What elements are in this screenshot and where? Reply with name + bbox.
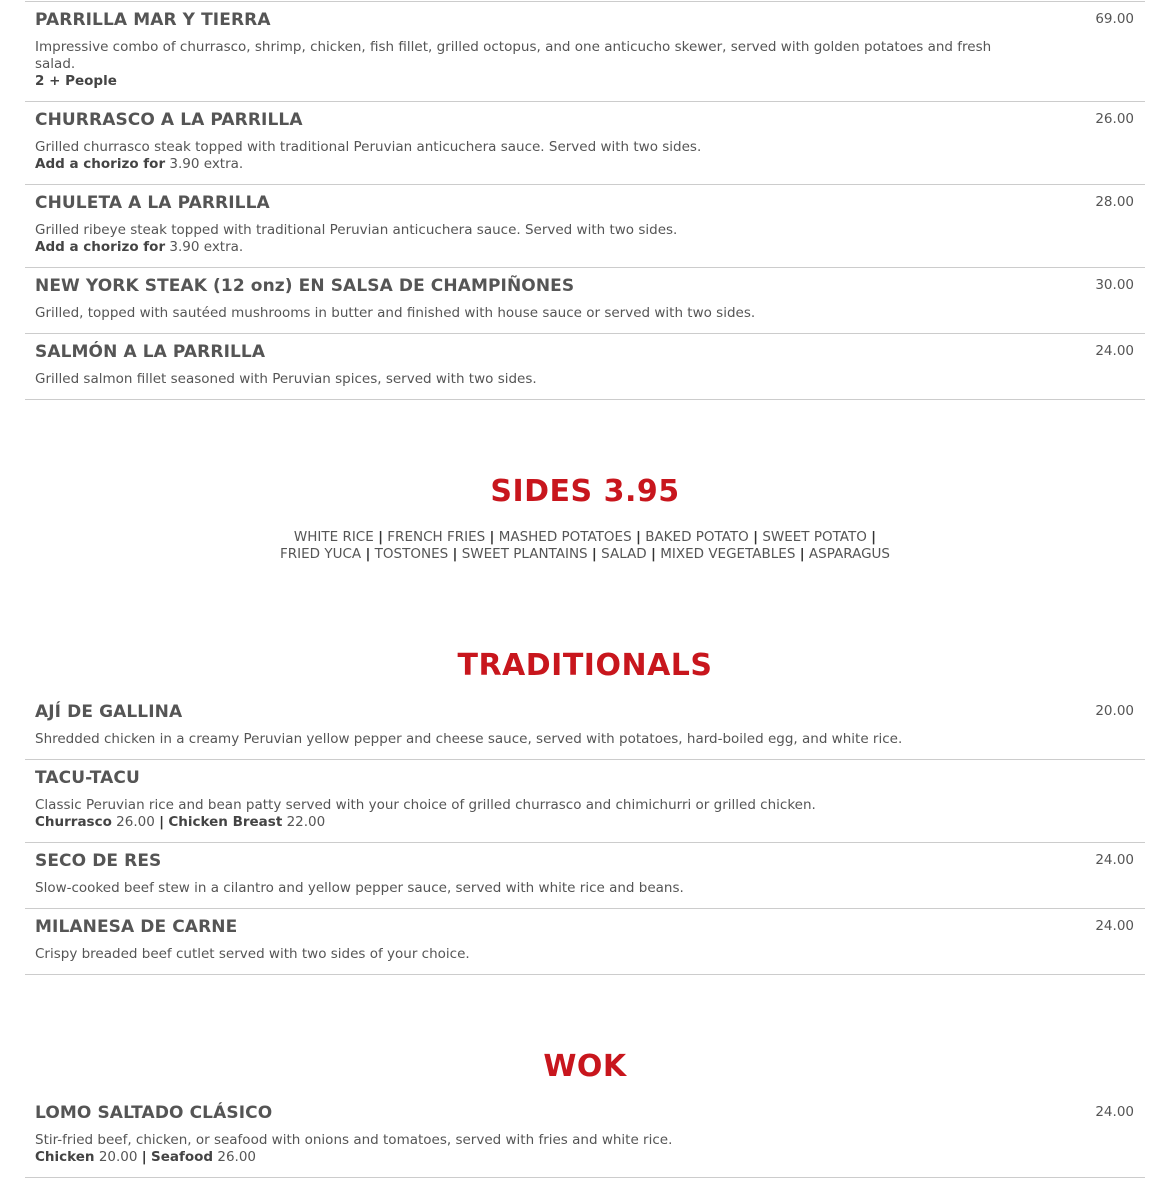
item-description: Crispy breaded beef cutlet served with two sides of your choice. [35, 946, 470, 962]
item-price: 26.00 [1095, 111, 1134, 127]
sides-list-line-1 [0, 529, 1170, 546]
item-name: LOMO SALTADO CLÁSICO [35, 1103, 273, 1123]
side-item: FRIED YUCA [280, 546, 362, 562]
item-name: AJÍ DE GALLINA [35, 702, 183, 722]
side-item: ASPARAGUS [808, 546, 890, 562]
menu-item [25, 193, 1145, 267]
item-description: Grilled churrasco steak topped with traditional Peruvian anticuchera sauce. Served with two sides. [35, 139, 702, 155]
menu-item [25, 276, 1145, 333]
separator: | [489, 529, 495, 545]
separator: | [753, 529, 759, 545]
item-price: 24.00 [1095, 1104, 1134, 1120]
separator: | [871, 529, 877, 545]
divider [25, 1, 1145, 2]
option-label: Seafood [151, 1149, 214, 1165]
item-name: MILANESA DE CARNE [35, 917, 238, 937]
item-price: 69.00 [1095, 11, 1134, 27]
divider [25, 759, 1145, 760]
item-price: 24.00 [1095, 852, 1134, 868]
item-description: Classic Peruvian rice and bean patty served with your choice of grilled churrasco and chimichurri or grilled chicken. [35, 797, 816, 813]
item-description: Grilled ribeye steak topped with traditional Peruvian anticuchera sauce. Served with two sides. [35, 222, 678, 238]
section-title-traditionals: TRADITIONALS [457, 648, 713, 683]
menu-item [25, 768, 1145, 842]
item-name: PARRILLA MAR Y TIERRA [35, 10, 271, 30]
item-note-bold: Add a chorizo for [35, 239, 166, 255]
separator: | [141, 1149, 147, 1165]
separator: | [452, 546, 458, 562]
item-name: NEW YORK STEAK (12 onz) EN SALSA DE CHAMPIÑONES [35, 276, 575, 296]
item-name: CHURRASCO A LA PARRILLA [35, 110, 303, 130]
menu-item [25, 342, 1145, 399]
separator: | [591, 546, 597, 562]
sides-list-line-2 [0, 546, 1170, 563]
side-item: BAKED POTATO [645, 529, 749, 545]
separator: | [635, 529, 641, 545]
item-name: TACU-TACU [35, 768, 140, 788]
option-price: 26.00 [111, 814, 160, 830]
item-note [35, 239, 243, 256]
item-description: Stir-fried beef, chicken, or seafood with onions and tomatoes, served with fries and white rice. [35, 1132, 673, 1148]
menu-item [25, 702, 1145, 759]
item-options [35, 1149, 256, 1166]
item-name: SECO DE RES [35, 851, 162, 871]
side-item: WHITE RICE [293, 529, 374, 545]
option-price: 26.00 [213, 1149, 257, 1165]
divider [25, 908, 1145, 909]
option-label: Chicken Breast [168, 814, 283, 830]
item-price: 24.00 [1095, 918, 1134, 934]
menu-item [25, 10, 1145, 100]
section-title-sides: SIDES 3.95 [490, 474, 680, 509]
divider [25, 399, 1145, 400]
item-description: Impressive combo of churrasco, shrimp, chicken, fish fillet, grilled octopus, and one anticucho skewer, served with golden potatoes and fresh salad. [35, 39, 992, 72]
divider [25, 974, 1145, 975]
side-item: MASHED POTATOES [498, 529, 632, 545]
menu-item [25, 110, 1145, 184]
item-description: Shredded chicken in a creamy Peruvian yellow pepper and cheese sauce, served with potatoes, hard-boiled egg, and white rice. [35, 731, 903, 747]
separator: | [799, 546, 805, 562]
item-note-text: 3.90 extra. [165, 239, 244, 255]
section-title-wok: WOK [543, 1049, 627, 1084]
separator: | [159, 814, 165, 830]
item-description: Slow-cooked beef stew in a cilantro and yellow pepper sauce, served with white rice and beans. [35, 880, 684, 896]
option-price: 20.00 [94, 1149, 142, 1165]
divider [25, 101, 1145, 102]
separator: | [378, 529, 383, 545]
item-options [35, 814, 325, 831]
menu-item [25, 917, 1145, 974]
menu-item [25, 1103, 1145, 1177]
item-note-text: 3.90 extra. [165, 156, 244, 172]
menu-item [25, 851, 1145, 908]
side-item: SWEET PLANTAINS [461, 546, 588, 562]
divider [25, 184, 1145, 185]
divider [25, 1177, 1145, 1178]
item-price: 30.00 [1095, 277, 1134, 293]
item-name: SALMÓN A LA PARRILLA [35, 342, 266, 362]
side-item: SWEET POTATO [762, 529, 867, 545]
side-item: FRENCH FRIES [387, 529, 486, 545]
item-description: Grilled, topped with sautéed mushrooms in butter and finished with house sauce or served with two sides. [35, 305, 756, 321]
separator: | [650, 546, 656, 562]
item-note [35, 156, 243, 173]
divider [25, 333, 1145, 334]
option-price: 22.00 [282, 814, 326, 830]
item-note [35, 73, 117, 90]
divider [25, 842, 1145, 843]
item-name: CHULETA A LA PARRILLA [35, 193, 270, 213]
side-item: TOSTONES [374, 546, 449, 562]
item-description: Grilled salmon fillet seasoned with Peruvian spices, served with two sides. [35, 371, 537, 387]
item-price: 28.00 [1095, 194, 1134, 210]
option-label: Churrasco [35, 814, 112, 830]
option-label: Chicken [35, 1149, 95, 1165]
item-price: 24.00 [1095, 343, 1134, 359]
side-item: MIXED VEGETABLES [660, 546, 796, 562]
item-price: 20.00 [1095, 703, 1134, 719]
item-note-bold: Add a chorizo for [35, 156, 166, 172]
separator: | [365, 546, 371, 562]
side-item: SALAD [601, 546, 647, 562]
item-note-bold: 2 + People [35, 73, 117, 89]
divider [25, 267, 1145, 268]
